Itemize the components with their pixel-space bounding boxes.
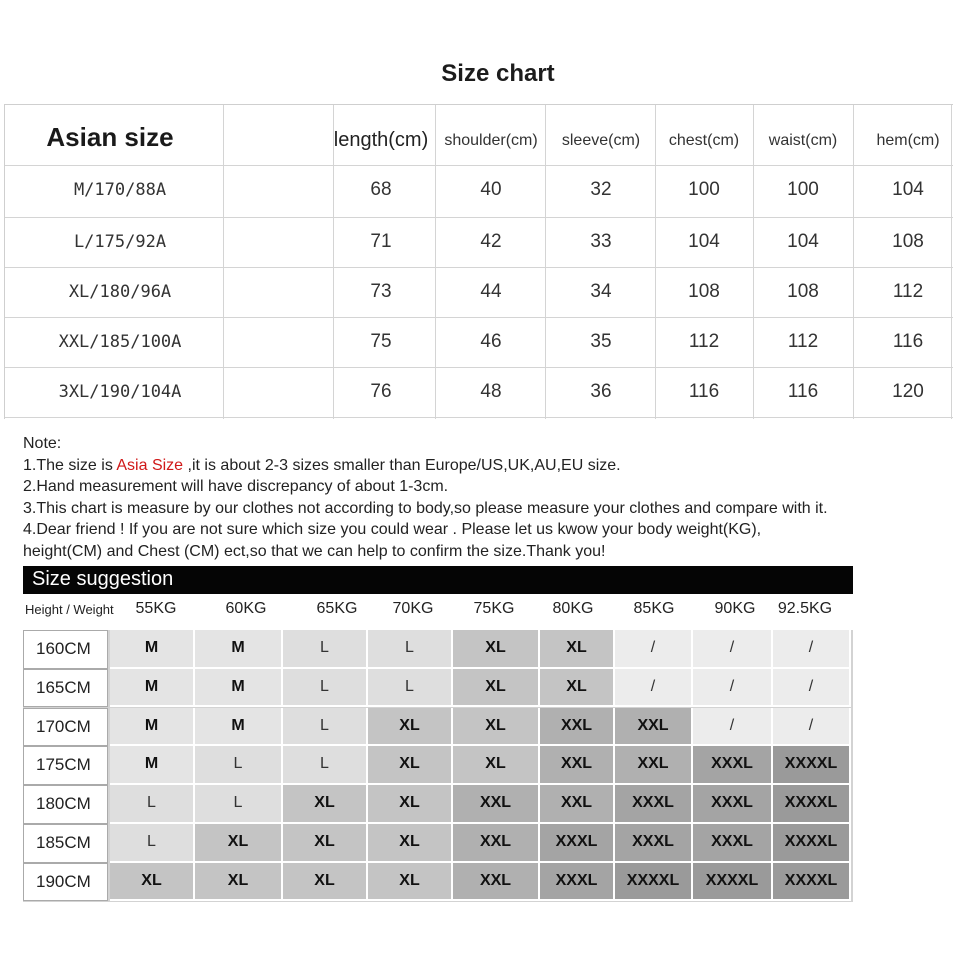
size-suggestion-cell: XXL [453, 824, 540, 863]
size-suggestion-cell: XL [368, 746, 453, 785]
size-suggestion-cell: M [110, 746, 195, 785]
table-cell-value: 71 [370, 231, 392, 252]
table-cell-value: 36 [590, 381, 612, 402]
size-suggestion-cell: L [110, 785, 195, 824]
size-suggestion-cell: XXL [540, 708, 615, 747]
size-suggestion-cell: XXL [540, 785, 615, 824]
row-size-label: 3XL/190/104A [58, 382, 182, 402]
size-suggestion-cell: L [195, 746, 283, 785]
weight-column-header: 55KG [135, 600, 177, 617]
table-row-divider [5, 417, 953, 418]
size-suggestion-cell: XXXL [693, 785, 773, 824]
table-cell-value: 42 [480, 231, 502, 252]
suggestion-row [23, 785, 853, 824]
column-header: length(cm) [333, 129, 429, 151]
size-suggestion-cell: XXXXL [773, 824, 851, 863]
row-size-label: XXL/185/100A [58, 332, 182, 352]
size-suggestion-title: Size suggestion [32, 568, 174, 590]
size-suggestion-cell: XXL [615, 746, 693, 785]
size-suggestion-cell: XL [453, 669, 540, 708]
table-cell-value: 108 [688, 281, 720, 302]
table-cell-value: 34 [590, 281, 612, 302]
table-cell-value: 46 [480, 331, 502, 352]
size-suggestion-cell: XL [368, 863, 453, 902]
size-suggestion-cell: XXL [615, 708, 693, 747]
table-cell-value: 40 [480, 179, 502, 200]
table-row-divider [5, 267, 953, 268]
weight-column-header: 70KG [392, 600, 434, 617]
table-column-divider [333, 105, 334, 419]
note-heading: Note: [23, 435, 62, 452]
note-line-5: height(CM) and Chest (CM) ect,so that we can help to confirm the size.Thank you! [23, 542, 606, 560]
height-label: 170CM [23, 708, 108, 747]
note-line-1 [23, 455, 953, 477]
size-suggestion-cell: L [283, 669, 368, 708]
table-cell-value: 76 [370, 381, 392, 402]
size-suggestion-cell: XL [453, 630, 540, 669]
table-cell-value: 116 [892, 331, 924, 352]
size-suggestion-cell: XXXXL [615, 863, 693, 902]
row-size-label: M/170/88A [73, 180, 167, 200]
weight-column-header: 60KG [225, 600, 267, 617]
note-line-1-suffix: ,it is about 2-3 sizes smaller than Europe/US,UK,AU,EU size. [183, 456, 621, 474]
suggestion-row [23, 824, 853, 863]
size-suggestion-cell: XL [283, 824, 368, 863]
table-cell-value: 32 [590, 179, 612, 200]
table-cell-value: 112 [892, 281, 924, 302]
size-suggestion-cell: XL [453, 746, 540, 785]
size-suggestion-cell: XL [283, 785, 368, 824]
column-header: shoulder(cm) [444, 132, 538, 149]
table-cell-value: 112 [787, 331, 819, 352]
size-suggestion-cell: / [693, 669, 773, 708]
size-suggestion-cell: XL [195, 863, 283, 902]
size-suggestion-cell: XXL [453, 785, 540, 824]
table-column-divider [435, 105, 436, 419]
size-chart-table [4, 104, 953, 419]
size-suggestion-cell: XL [453, 708, 540, 747]
weight-column-header: 92.5KG [777, 600, 833, 617]
table-cell-value: 104 [892, 179, 924, 200]
table-cell-value: 100 [688, 179, 720, 200]
size-suggestion-cell: XL [195, 824, 283, 863]
table-row-divider [5, 217, 953, 218]
size-suggestion-cell: XXL [540, 746, 615, 785]
table-column-divider [655, 105, 656, 419]
height-label: 190CM [23, 863, 108, 902]
table-cell-value: 73 [370, 281, 392, 302]
size-suggestion-cell: XXXXL [773, 785, 851, 824]
size-suggestion-cell: XXXL [540, 863, 615, 902]
height-label: 160CM [23, 630, 108, 669]
size-suggestion-cell: / [615, 630, 693, 669]
size-suggestion-cell: L [368, 630, 453, 669]
asian-size-header: Asian size [46, 122, 174, 152]
weight-column-header: 80KG [552, 600, 594, 617]
suggestion-row [23, 630, 853, 669]
size-suggestion-cell: XL [368, 708, 453, 747]
row-size-label: XL/180/96A [68, 282, 172, 302]
table-cell-value: 48 [480, 381, 502, 402]
weight-header-row [23, 597, 853, 625]
weight-column-header: 65KG [316, 600, 358, 617]
table-column-divider [753, 105, 754, 419]
suggestion-row [23, 746, 853, 785]
size-suggestion-cell: / [773, 669, 851, 708]
size-suggestion-cell: M [110, 669, 195, 708]
size-suggestion-cell: XXXL [693, 746, 773, 785]
table-cell-value: 116 [787, 381, 819, 402]
size-suggestion-cell: / [773, 708, 851, 747]
size-suggestion-cell: / [773, 630, 851, 669]
column-header: sleeve(cm) [561, 132, 641, 149]
size-suggestion-cell: XXXL [540, 824, 615, 863]
size-suggestion-cell: / [615, 669, 693, 708]
note-line-3: 3.This chart is measure by our clothes not according to body,so please measure your clothes and compare with it. [23, 499, 828, 517]
size-suggestion-cell: M [195, 708, 283, 747]
column-header: chest(cm) [668, 132, 740, 149]
size-suggestion-cell: M [110, 630, 195, 669]
notes-section [23, 433, 953, 562]
height-label: 175CM [23, 746, 108, 785]
height-label: 180CM [23, 785, 108, 824]
table-cell-value: 120 [892, 381, 924, 402]
size-suggestion-cell: XXXL [615, 785, 693, 824]
size-suggestion-cell: XXXXL [773, 863, 851, 902]
size-suggestion-cell: XXL [453, 863, 540, 902]
height-label: 165CM [23, 669, 108, 708]
table-cell-value: 104 [787, 231, 819, 252]
size-suggestion-cell: L [283, 708, 368, 747]
column-header: hem(cm) [876, 132, 940, 149]
table-column-divider [223, 105, 224, 419]
table-cell-value: 104 [688, 231, 720, 252]
table-cell-value: 75 [370, 331, 392, 352]
table-column-divider [951, 105, 952, 419]
size-suggestion-cell: XL [283, 863, 368, 902]
size-suggestion-cell: M [195, 630, 283, 669]
size-suggestion-cell: L [283, 630, 368, 669]
note-line-1-prefix: 1.The size is [23, 456, 117, 474]
note-line-2: 2.Hand measurement will have discrepancy of about 1-3cm. [23, 478, 449, 495]
height-label: 185CM [23, 824, 108, 863]
size-suggestion-cell: L [110, 824, 195, 863]
size-suggestion-cell: XL [540, 669, 615, 708]
size-suggestion-grid [23, 630, 853, 902]
table-cell-value: 108 [892, 231, 924, 252]
size-suggestion-cell: XXXL [693, 824, 773, 863]
size-suggestion-cell: XXXXL [773, 746, 851, 785]
row-size-label: L/175/92A [73, 232, 167, 252]
size-suggestion-cell: L [195, 785, 283, 824]
suggestion-row [23, 669, 853, 708]
height-weight-label: Height / Weight [25, 602, 114, 617]
suggestion-row [23, 708, 853, 747]
size-suggestion-cell: XL [540, 630, 615, 669]
size-suggestion-cell: / [693, 630, 773, 669]
weight-column-header: 85KG [633, 600, 675, 617]
size-suggestion-cell: M [195, 669, 283, 708]
note-asia-size-highlight: Asia Size [116, 456, 184, 474]
table-cell-value: 35 [590, 331, 612, 352]
size-suggestion-cell: XXXXL [693, 863, 773, 902]
table-column-divider [545, 105, 546, 419]
table-row-divider [5, 367, 953, 368]
table-cell-value: 116 [688, 381, 720, 402]
size-suggestion-cell: / [693, 708, 773, 747]
size-suggestion-header [23, 566, 853, 594]
size-suggestion-cell: L [368, 669, 453, 708]
table-cell-value: 68 [370, 179, 392, 200]
column-header: waist(cm) [768, 132, 838, 149]
table-cell-value: 33 [590, 231, 612, 252]
size-suggestion-cell: XL [368, 785, 453, 824]
table-column-divider [853, 105, 854, 419]
size-suggestion-cell: XL [368, 824, 453, 863]
suggestion-row [23, 863, 853, 902]
weight-column-header: 75KG [473, 600, 515, 617]
size-suggestion-cell: M [110, 708, 195, 747]
table-cell-value: 112 [688, 331, 720, 352]
size-suggestion-cell: XL [110, 863, 195, 902]
table-cell-value: 108 [787, 281, 819, 302]
table-cell-value: 44 [480, 281, 502, 302]
weight-column-header: 90KG [714, 600, 756, 617]
size-suggestion-cell: XXXL [615, 824, 693, 863]
table-row-divider [5, 317, 953, 318]
note-line-4: 4.Dear friend ! If you are not sure which size you could wear . Please let us kwow your body weight(KG), [23, 521, 762, 538]
page-title: Size chart [441, 60, 555, 87]
table-cell-value: 100 [787, 179, 819, 200]
size-suggestion-cell: L [283, 746, 368, 785]
table-row-divider [5, 165, 953, 166]
